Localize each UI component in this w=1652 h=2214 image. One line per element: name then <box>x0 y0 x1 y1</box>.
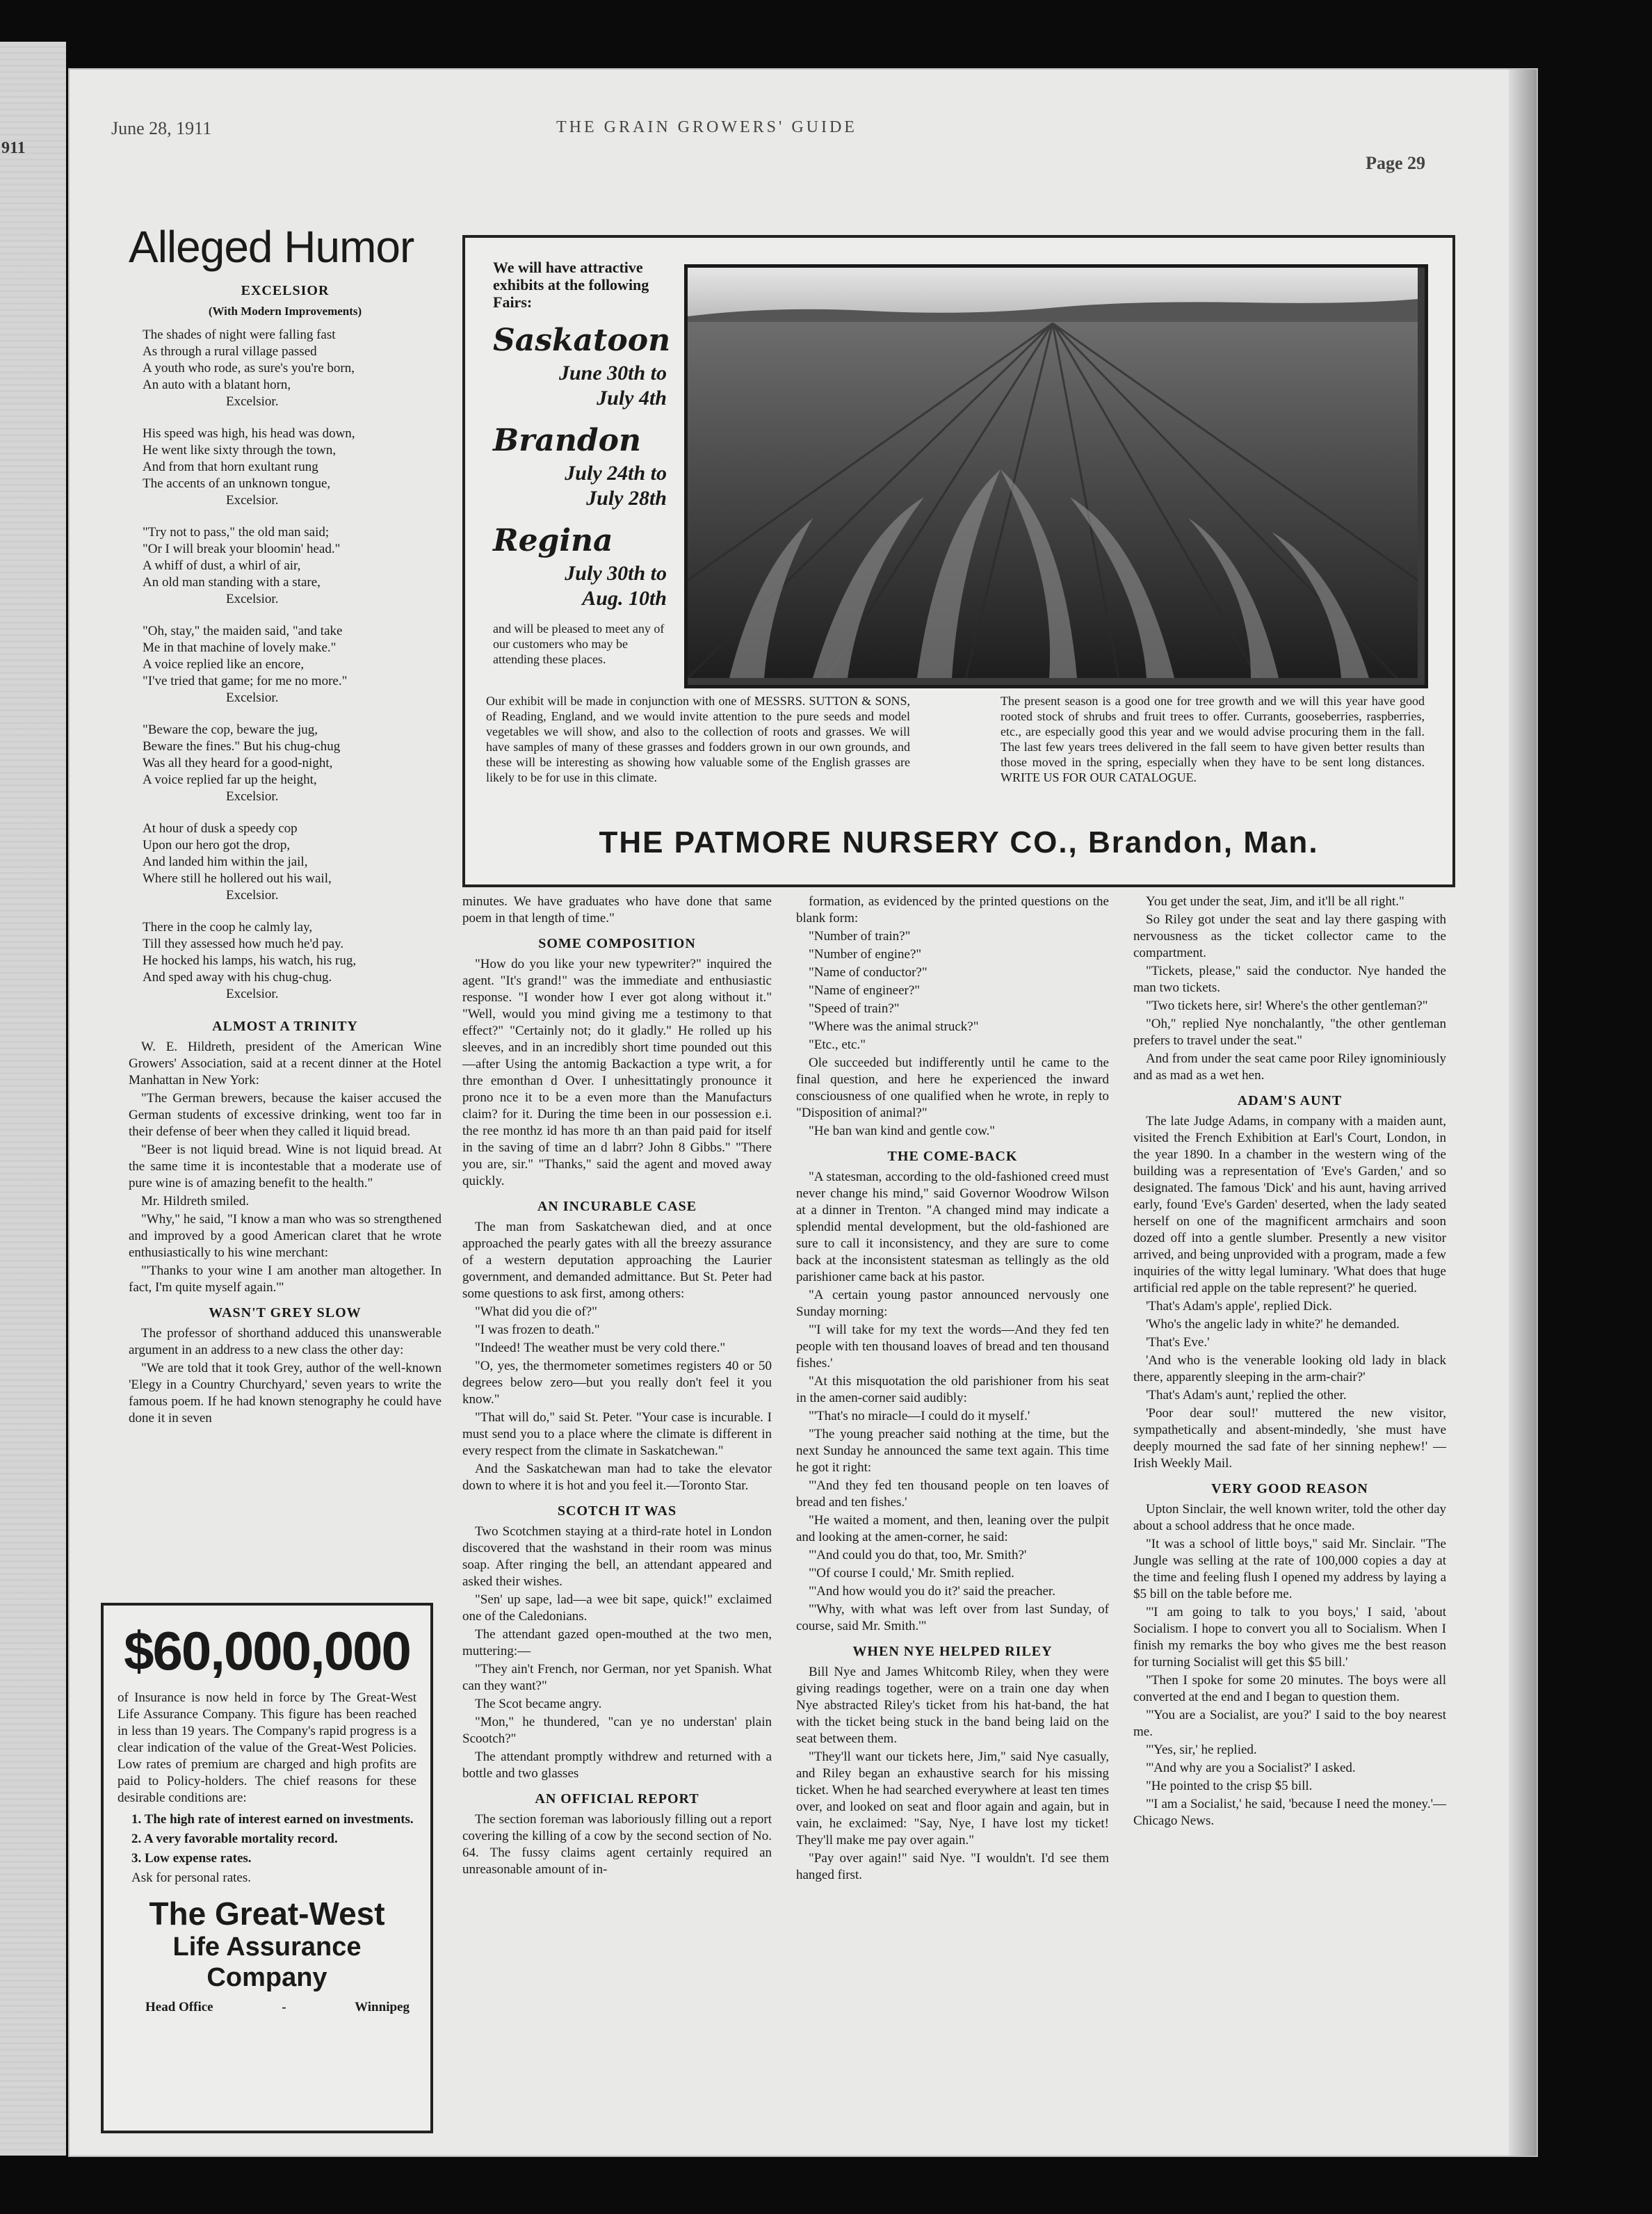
poem-line: Me in that machine of lovely make." <box>143 640 337 655</box>
article-paragraph: 'That's Adam's aunt,' replied the other. <box>1146 1388 1347 1403</box>
article-paragraph: "Oh," replied Nye nonchalantly, "the other gentleman prefers to travel under the seat." <box>1133 1017 1446 1048</box>
scotch-article <box>462 1524 772 1782</box>
official-heading: AN OFFICIAL REPORT <box>535 1791 699 1807</box>
insurance-text: of Insurance is now held in force by The Great-West Life Assurance Company. This figure has been reached in less than 19 years. The Company's rapid progress is a clear indication of the value of the Great-West Policies. Low rates of premium are charged and high profits are paid to Policy-holders. The chief reasons for these desirable conditions are: <box>118 1690 416 1805</box>
article-paragraph: Bill Nye and James Whitcomb Riley, when they were giving readings together, were on a train one day when Nye abstracted Riley's ticket from his hat-band, the hat with the ticket being stuck in the band being laid on the seat between them. <box>796 1665 1109 1746</box>
reason-item: 3. Low expense rates. <box>131 1851 252 1866</box>
scotch-heading: SCOTCH IT WAS <box>557 1503 677 1519</box>
article-paragraph: "It was a school of little boys," said Mr. Sinclair. "The Jungle was selling at the rate of 100,000 copies a day at the time and feeling flush I opened my address by laying a $5 bill on the table before me. <box>1133 1537 1446 1601</box>
article-paragraph: "'That's no miracle—I could do it myself.' <box>809 1409 1030 1423</box>
article-paragraph: 'Poor dear soul!' muttered the new visitor, sympathetically and absent-mindedly, 'she must have deeply mourned the sad fate of her sinning nephew!' —Irish Weekly Mail. <box>1133 1406 1446 1471</box>
article-paragraph: "A certain young pastor announced nervously one Sunday morning: <box>796 1288 1109 1319</box>
nye-heading: WHEN NYE HELPED RILEY <box>852 1644 1053 1659</box>
previous-page-sliver <box>0 42 66 2156</box>
poem-line: Till they assessed how much he'd pay. <box>143 937 344 951</box>
head-office-label: Head Office <box>145 2000 213 2014</box>
fairs-intro: We will have attractive exhibits at the following Fairs: <box>493 259 649 311</box>
column-1 <box>129 221 442 1428</box>
company-name-line3: Company <box>206 1963 327 1992</box>
article-paragraph: "They'll want our tickets here, Jim," said Nye casually, and Riley began an exhaustive search for his missing ticket. When he had searched everywhere at least ten times over, and looked on seat and floor again and again, but in vain, he exclaimed: "Say, Nye, I have lost my ticket! They'll make me pay over again." <box>796 1750 1109 1848</box>
masthead: THE GRAIN GROWERS' GUIDE <box>556 118 857 136</box>
page-number: Page 29 <box>1366 153 1425 173</box>
poem-line: Beware the fines." But his chug-chug <box>143 739 341 754</box>
poem-line: "I've tried that game; for me no more." <box>143 674 348 688</box>
page-fold-texture <box>0 42 66 2156</box>
article-paragraph: The late Judge Adams, in company with a maiden aunt, visited the French Exhibition at Earl's Court, London, in the year 1890. In a chamber in the western wing of the building was a representation of 'Eve's Garden,' and so designated. The famous 'Dick' and his aunt, having arrived early, found 'Eve's Garden' deserted, when the lady seated herself on one of the magnificent armchairs and soon dozed off into a gentle slumber. Presently a new visitor arrived, and being unprovided with a program, made a few inquiries of the witty legal luminary. 'What does that huge artificial red apple on the table represent?' he queried. <box>1133 1114 1446 1295</box>
article-paragraph: So Riley got under the seat and lay there gasping with nervousness as the ticket collector came to the compartment. <box>1133 912 1446 960</box>
composition-heading: SOME COMPOSITION <box>538 936 696 951</box>
head-office-city: Winnipeg <box>355 2000 410 2014</box>
ad-body-left: Our exhibit will be made in conjunction with one of MESSRS. SUTTON & SONS, of Reading, England, and we would invite attention to the pure seeds and model vegetables we will show, and also to the collection of roots and grasses. We will have samples of many of these grasses and fodders grown in our own grounds, and these will be interesting as showing how valuable some of the English grasses are likely to be for use in this climate. <box>486 694 910 784</box>
poem-line: An auto with a blatant horn, <box>143 378 291 392</box>
article-paragraph: "'And could you do that, too, Mr. Smith?' <box>809 1548 1027 1562</box>
cornfield-photo <box>684 264 1428 688</box>
article-paragraph: Two Scotchmen staying at a third-rate hotel in London discovered that the washstand in their room was minus soap. After ringing the bell, an attendant appeared and asked their wishes. <box>462 1524 772 1589</box>
insurance-amount: $60,000,000 <box>124 1620 410 1681</box>
article-paragraph: "They ain't French, nor German, nor yet Spanish. What can they want?" <box>462 1662 772 1693</box>
poem-refrain: Excelsior. <box>226 789 279 804</box>
poem-refrain: Excelsior. <box>226 888 279 903</box>
poem-line: The accents of an unknown tongue, <box>143 476 331 491</box>
poem-line: A whiff of dust, a whirl of air, <box>143 558 301 573</box>
article-paragraph: The man from Saskatchewan died, and at once approached the pearly gates with all the breezy assurance of a western deputation approaching the Laurier government, and demanded admittance. But St. Peter had some questions to ask first, among others: <box>462 1220 772 1301</box>
poem-line: Was all they heard for a good-night, <box>143 756 333 770</box>
issue-date: June 28, 1911 <box>111 118 212 138</box>
column-3-lead <box>796 894 1109 1140</box>
article-paragraph: 'That's Adam's apple', replied Dick. <box>1146 1299 1333 1314</box>
article-paragraph: "'Yes, sir,' he replied. <box>1146 1743 1257 1757</box>
article-paragraph: "Name of engineer?" <box>809 983 921 998</box>
article-paragraph: "The German brewers, because the kaiser accused the German students of excessive drinking, went too far in their defense of beer when they called it liquid bread. <box>129 1091 442 1139</box>
article-paragraph: "What did you die of?" <box>475 1304 597 1319</box>
poem-line: A voice replied like an encore, <box>143 657 305 672</box>
article-paragraph: "I was frozen to death." <box>475 1323 600 1337</box>
article-paragraph: And the Saskatchewan man had to take the elevator down to where it is hot and you feel it.—Toronto Star. <box>462 1462 772 1493</box>
head-office <box>104 1993 430 2015</box>
poem-line: An old man standing with a stare, <box>143 575 321 590</box>
article-paragraph: "Etc., etc." <box>809 1037 866 1052</box>
fair-date: June 30th to <box>558 362 667 385</box>
fair-date: July 28th <box>586 487 667 510</box>
section-title: Alleged Humor <box>129 222 414 272</box>
fairs-list <box>493 259 674 667</box>
poem-stanza <box>143 722 442 805</box>
poem-stanza <box>143 623 442 706</box>
article-paragraph: "How do you like your new typewriter?" inquired the agent. "It's grand!" was the immediate and enthusiastic response. "I wonder how I ever got along without it." "Well, would you mind giving me a testimony to that effect?" "Certainly not; do it gladly." He rolled up his sleeves, and in an incredibly short time pounded out this—after Using the antomig Backaction a type writ, a for thre emonthan d Over. I unhesittatingly pronounce it prono nce it to be a even more than the Manufacturs claim? for it. During the time been in our possession e.i. the ree monthz id has more th an than paid paid for itself in the saving of time an d labrr? John 8 Gibbs." "There you are, sir." "Thanks," said the agent and moved away quickly. <box>462 957 772 1188</box>
article-paragraph: 'Who's the angelic lady in white?' he demanded. <box>1146 1317 1400 1332</box>
aunt-heading: ADAM'S AUNT <box>1237 1093 1343 1108</box>
article-paragraph: "Why," he said, "I know a man who was so strengthened and improved by a good American claret that he wrote enthusiastically to his wine merchant: <box>129 1212 442 1260</box>
reasons-list <box>131 1812 430 1866</box>
article-paragraph: "'I am going to talk to you boys,' I said, 'about Socialism. I hope to convert you all to Socialism. When I finish my remarks the boy who gives me the best reason for turning Socialist will get this $5 bill.' <box>1133 1605 1446 1670</box>
nye-article <box>796 1664 1109 1884</box>
poem-line: And landed him within the jail, <box>143 855 308 869</box>
poem-line: "Beware the cop, beware the jug, <box>143 722 318 737</box>
trinity-heading: ALMOST A TRINITY <box>212 1019 358 1034</box>
column-2-lead: minutes. We have graduates who have done that same poem in that length of time." <box>462 894 772 926</box>
grey-article <box>129 1325 442 1427</box>
article-paragraph: The attendant gazed open-mouthed at the two men, muttering:— <box>462 1627 772 1658</box>
reason-item: 1. The high rate of interest earned on investments. <box>131 1812 414 1827</box>
grey-heading: WASN'T GREY SLOW <box>209 1305 362 1320</box>
composition-article <box>462 956 772 1190</box>
poem-line: There in the coop he calmly lay, <box>143 920 313 935</box>
article-paragraph: The professor of shorthand adduced this unanswerable argument in an address to a new class the other day: <box>129 1326 442 1357</box>
excelsior-subheading: (With Modern Improvements) <box>208 305 362 318</box>
poem-line: Upon our hero got the drop, <box>143 838 291 853</box>
poem-stanza <box>143 426 442 509</box>
sliver-page-number: 911 <box>1 139 26 157</box>
company-name-line2: Life Assurance <box>172 1932 362 1962</box>
article-paragraph: "Sen' up sape, lad—a wee bit sape, quick!" exclaimed one of the Caledonians. <box>462 1592 772 1624</box>
poem-refrain: Excelsior. <box>226 394 279 409</box>
article-paragraph: "Then I spoke for some 20 minutes. The boys were all converted at the end and I began to question them. <box>1133 1673 1446 1704</box>
article-paragraph: "Name of conductor?" <box>809 965 928 980</box>
excelsior-poem <box>129 327 442 1003</box>
column-4 <box>1133 894 1446 1831</box>
article-paragraph: And from under the seat came poor Riley ignominiously and as mad as a wet hen. <box>1133 1051 1446 1083</box>
incurable-article <box>462 1219 772 1494</box>
reason-article <box>1133 1501 1446 1829</box>
article-paragraph: "Beer is not liquid bread. Wine is not liquid bread. At the same time it is incontestable that a moderate use of pure wine is of amazing benefit to the health." <box>129 1142 442 1190</box>
article-paragraph: "He ban wan kind and gentle cow." <box>809 1124 996 1138</box>
poem-line: He hocked his lamps, his watch, his rug, <box>143 953 357 968</box>
article-paragraph: "Tickets, please," said the conductor. Nye handed the man two tickets. <box>1133 964 1446 995</box>
fair-city: Brandon <box>493 423 641 458</box>
column-4-lead <box>1133 894 1446 1084</box>
article-paragraph: "Speed of train?" <box>809 1001 900 1016</box>
nursery-company-name: THE PATMORE NURSERY CO., Brandon, Man. <box>599 825 1319 859</box>
poem-line: "Oh, stay," the maiden said, "and take <box>143 624 343 638</box>
article-paragraph: You get under the seat, Jim, and it'll be all right." <box>1146 894 1404 909</box>
poem-refrain: Excelsior. <box>226 987 279 1001</box>
poem-line: He went like sixty through the town, <box>143 443 337 458</box>
article-paragraph: "O, yes, the thermometer sometimes registers 40 or 50 degrees below zero—but you really don't feel it you know." <box>462 1359 772 1407</box>
article-paragraph: "The young preacher said nothing at the time, but the next Sunday he announced the same text again. This time he got it right: <box>796 1427 1109 1475</box>
article-paragraph: "That will do," said St. Peter. "Your case is incurable. I must send you to a place where the climate is different in every respect from the climate in Saskatchewan." <box>462 1410 772 1458</box>
article-paragraph: "Mon," he thundered, "can ye no understan' plain Scootch?" <box>462 1715 772 1746</box>
poem-refrain: Excelsior. <box>226 592 279 606</box>
poem-line: At hour of dusk a speedy cop <box>143 821 298 836</box>
article-paragraph: "Number of train?" <box>809 929 911 944</box>
excelsior-heading: EXCELSIOR <box>241 283 330 298</box>
article-paragraph: "Indeed! The weather must be very cold there." <box>475 1341 726 1355</box>
column-2 <box>462 894 772 1880</box>
page-binding-edge <box>1509 70 1537 2156</box>
poem-line: As through a rural village passed <box>143 344 317 359</box>
fairs-closing: and will be pleased to meet any of our customers who may be attending these places. <box>493 622 665 666</box>
official-article <box>462 1811 772 1878</box>
article-paragraph: "'Of course I could,' Mr. Smith replied. <box>809 1566 1014 1581</box>
poem-refrain: Excelsior. <box>226 493 279 508</box>
article-paragraph: Ole succeeded but indifferently until he came to the final question, and here he experienced the inward consciousness of one qualified when he wrote, in reply to "Disposition of animal?" <box>796 1056 1109 1120</box>
article-paragraph: "Pay over again!" said Nye. "I wouldn't. I'd see them hanged first. <box>796 1851 1109 1882</box>
ask-rates: Ask for personal rates. <box>131 1870 252 1885</box>
article-paragraph: "'Why, with what was left over from last Sunday, of course, said Mr. Smith.'" <box>796 1602 1109 1633</box>
head-office-separator: - <box>282 2000 286 2014</box>
reason-heading: VERY GOOD REASON <box>1211 1481 1368 1496</box>
article-paragraph: "A statesman, according to the old-fashioned creed must never change his mind," said Governor Woodrow Wilson at a dinner in Trenton. "A changed mind may indicate a splendid mental development, but the old-fashioned are sure to call it inconsistency, and they are sure to come back at the inconsistent statesman as tellingly as the old parishioner came back at his pastor. <box>796 1170 1109 1284</box>
poem-line: Where still he hollered out his wail, <box>143 871 332 886</box>
article-paragraph: "'I am a Socialist,' he said, 'because I need the money.'—Chicago News. <box>1133 1797 1446 1828</box>
patmore-nursery-advertisement <box>462 235 1455 887</box>
poem-stanza <box>143 919 442 1003</box>
poem-line: The shades of night were falling fast <box>143 328 336 342</box>
article-paragraph: 'And who is the venerable looking old lady in black there, apparently sleeping in the arm-chair?' <box>1133 1353 1446 1384</box>
article-paragraph: "'I will take for my text the words—And they fed ten people with ten thousand loaves of bread and ten thousand fishes.' <box>796 1323 1109 1371</box>
great-west-life-advertisement <box>101 1603 433 2133</box>
article-paragraph: formation, as evidenced by the printed questions on the blank form: <box>796 894 1109 926</box>
article-paragraph: "Number of engine?" <box>809 947 922 962</box>
company-name-line1: The Great-West <box>149 1896 385 1932</box>
fair-date: Aug. 10th <box>582 587 667 610</box>
poem-line: "Or I will break your bloomin' head." <box>143 542 341 556</box>
fair-city: Saskatoon <box>493 323 671 358</box>
article-paragraph: "Two tickets here, sir! Where's the other gentleman?" <box>1146 999 1428 1013</box>
poem-line: A youth who rode, as sure's you're born, <box>143 361 355 375</box>
article-paragraph: "Where was the animal struck?" <box>809 1019 979 1034</box>
article-paragraph: "He pointed to the crisp $5 bill. <box>1146 1779 1313 1793</box>
article-paragraph: The attendant promptly withdrew and returned with a bottle and two glasses <box>462 1750 772 1781</box>
poem-line: "Try not to pass," the old man said; <box>143 525 330 540</box>
page-header <box>56 118 1439 173</box>
comeback-article <box>796 1169 1109 1635</box>
poem-line: And from that horn exultant rung <box>143 460 318 474</box>
article-paragraph: The Scot became angry. <box>475 1697 602 1711</box>
poem-line: And sped away with his chug-chug. <box>143 970 332 985</box>
article-paragraph: "'And how would you do it?' said the preacher. <box>809 1584 1055 1599</box>
incurable-heading: AN INCURABLE CASE <box>537 1199 697 1214</box>
article-paragraph: Upton Sinclair, the well known writer, told the other day about a school address that he once made. <box>1133 1502 1446 1533</box>
article-paragraph: 'That's Eve.' <box>1146 1335 1210 1350</box>
article-paragraph: "At this misquotation the old parishioner from his seat in the amen-corner said audibly: <box>796 1374 1109 1405</box>
reason-item: 2. A very favorable mortality record. <box>131 1832 338 1846</box>
article-paragraph: W. E. Hildreth, president of the American Wine Growers' Association, said at a recent dinner at the Hotel Manhattan in New York: <box>129 1040 442 1088</box>
column-3 <box>796 894 1109 1885</box>
fair-date: July 4th <box>597 387 667 410</box>
ad-body-right: The present season is a good one for tree growth and we will this year have good rooted stock of shrubs and fruit trees to offer. Currants, gooseberries, raspberries, etc., are especially good this year and we would advise procuring them in the fall. The last few years trees delivered in the fall seem to have given better results than those moved in the spring, especially when they have to be sent long distances. WRITE US FOR OUR CATALOGUE. <box>1001 694 1425 784</box>
article-paragraph: "'And why are you a Socialist?' I asked. <box>1146 1761 1356 1775</box>
article-paragraph: "'You are a Socialist, are you?' I said to the boy nearest me. <box>1133 1708 1446 1739</box>
fair-city: Regina <box>493 523 613 558</box>
article-paragraph: "He waited a moment, and then, leaning over the pulpit and looking at the amen-corner, he said: <box>796 1513 1109 1544</box>
aunt-article <box>1133 1113 1446 1472</box>
article-paragraph: The section foreman was laboriously filling out a report covering the killing of a cow by the second section of No. 64. The fussy claims agent certainly required an unreasonable amount of in- <box>462 1812 772 1877</box>
poem-stanza <box>143 524 442 608</box>
poem-stanza <box>143 327 442 410</box>
poem-refrain: Excelsior. <box>226 690 279 705</box>
poem-line: His speed was high, his head was down, <box>143 426 355 441</box>
fairs <box>493 323 674 611</box>
fair-date: July 24th to <box>565 462 667 485</box>
poem-stanza <box>143 821 442 904</box>
article-paragraph: Mr. Hildreth smiled. <box>141 1194 250 1209</box>
article-paragraph: "We are told that it took Grey, author of the well-known 'Elegy in a Country Churchyard,' seven years to write the famous poem. If he had known stenography he could have done it in seven <box>129 1361 442 1425</box>
article-paragraph: "'Thanks to your wine I am another man altogether. In fact, I'm quite myself again.'" <box>129 1263 442 1295</box>
fair-date: July 30th to <box>565 562 667 585</box>
comeback-heading: THE COME-BACK <box>887 1149 1018 1164</box>
poem-line: A voice replied far up the height, <box>143 773 317 787</box>
trinity-article <box>129 1039 442 1296</box>
article-paragraph: "'And they fed ten thousand people on ten loaves of bread and ten fishes.' <box>796 1478 1109 1510</box>
cornfield-illustration <box>688 268 1418 678</box>
